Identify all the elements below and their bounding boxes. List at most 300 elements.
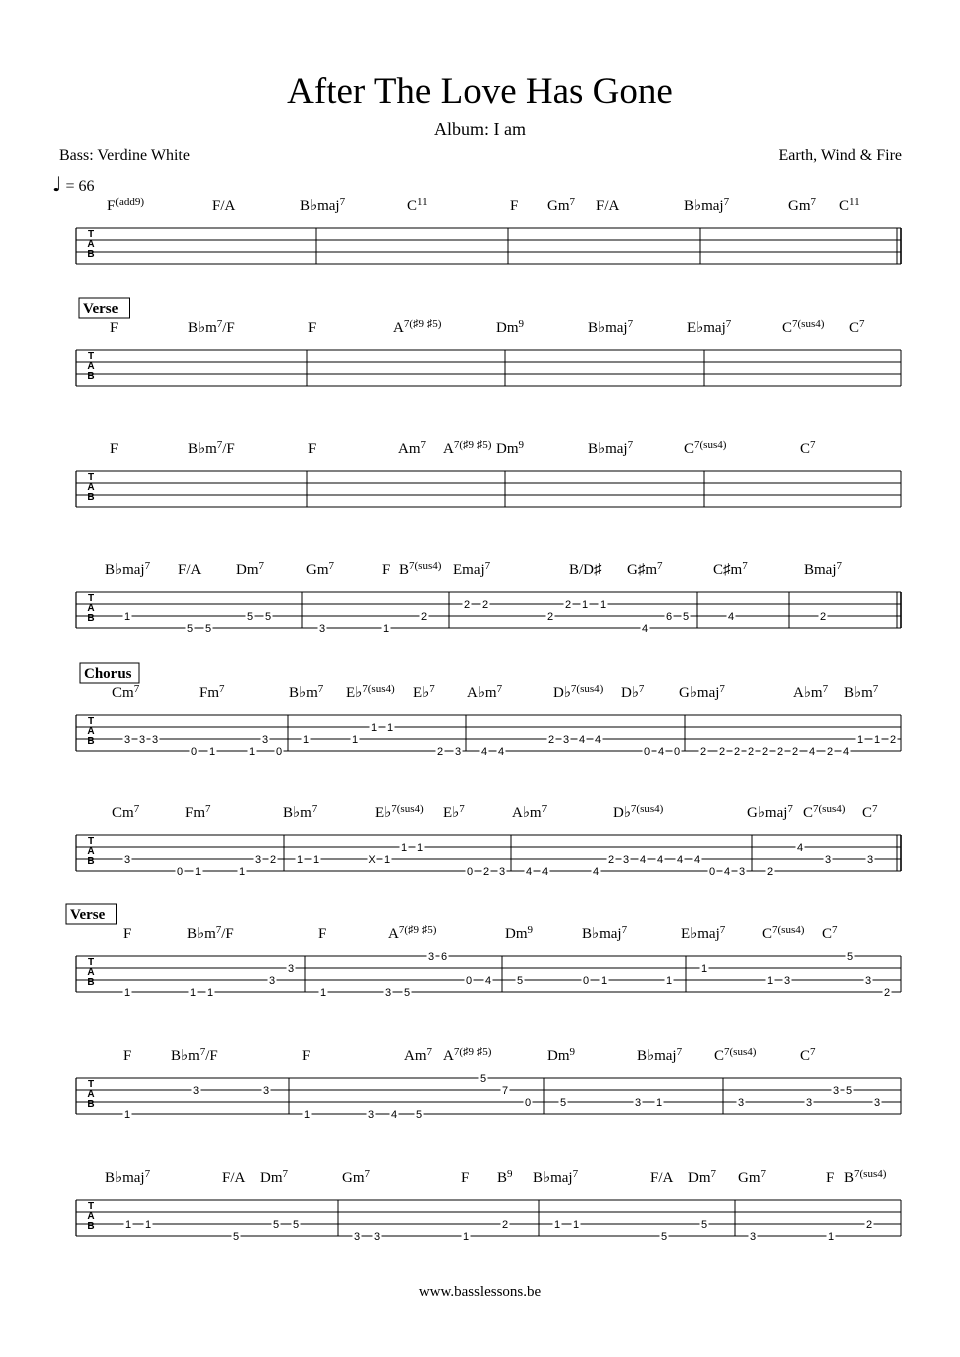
chord-extension: 7 bbox=[638, 683, 645, 695]
chord-extension: 7 bbox=[719, 683, 725, 695]
chord-root: F/A bbox=[650, 1170, 674, 1186]
chord-extension: 7 bbox=[872, 803, 878, 815]
fret-number: 1 bbox=[123, 987, 131, 999]
fret-number: 1 bbox=[206, 987, 214, 999]
fret-number: 5 bbox=[272, 1219, 280, 1231]
chord-root: Fm bbox=[199, 685, 220, 701]
fret-number: 2 bbox=[826, 746, 834, 758]
fret-number: 3 bbox=[427, 951, 435, 963]
chord-extension: 7 bbox=[429, 683, 435, 695]
tab-clef-letter: A bbox=[87, 603, 95, 614]
fret-number: 3 bbox=[454, 746, 462, 758]
fret-number: 4 bbox=[796, 842, 804, 854]
fret-number: 5 bbox=[232, 1231, 240, 1243]
fret-number: 1 bbox=[665, 975, 673, 987]
fret-number: 1 bbox=[599, 599, 607, 611]
chord-extension: 7(sus4) bbox=[772, 924, 805, 936]
fret-number: 5 bbox=[186, 623, 194, 635]
chord-root: A♭m bbox=[793, 685, 823, 701]
fret-number: 2 bbox=[436, 746, 444, 758]
fret-number: 0 bbox=[643, 746, 651, 758]
chord-symbol bbox=[236, 560, 265, 578]
chord-symbol bbox=[112, 803, 140, 821]
chord-extension: 7 bbox=[832, 924, 838, 936]
tab-system bbox=[76, 1046, 901, 1121]
chord-root: C bbox=[800, 1048, 811, 1064]
chord-root: A bbox=[393, 320, 404, 336]
fret-number: 2 bbox=[718, 746, 726, 758]
tab-clef-letter: A bbox=[87, 239, 95, 250]
fret-number: 4 bbox=[693, 854, 701, 866]
chord-symbol bbox=[800, 1046, 816, 1064]
fret-number: 1 bbox=[873, 734, 881, 746]
chord-extension: 7 bbox=[810, 196, 816, 208]
chord-extension: 7 bbox=[725, 318, 732, 330]
chord-symbol bbox=[222, 1170, 246, 1186]
chord-root: Dm bbox=[547, 1048, 570, 1064]
chord-symbol bbox=[688, 1168, 717, 1186]
fret-number: 3 bbox=[268, 975, 276, 987]
chord-extension: 11 bbox=[417, 196, 428, 208]
fret-number: 4 bbox=[497, 746, 505, 758]
tab-clef-letter: B bbox=[87, 1221, 95, 1232]
chord-extension: 7(sus4) bbox=[792, 318, 825, 330]
fret-number: 3 bbox=[824, 854, 832, 866]
quarter-note-icon: ♩ bbox=[52, 172, 62, 196]
chord-extension: (add9) bbox=[115, 196, 145, 208]
fret-number: 3 bbox=[254, 854, 262, 866]
fret-number: 0 bbox=[190, 746, 198, 758]
fret-number: 4 bbox=[723, 866, 731, 878]
chord-extension: 7 bbox=[133, 803, 140, 815]
chord-root: F bbox=[110, 320, 119, 336]
fret-number: 2 bbox=[766, 866, 774, 878]
tab-system bbox=[76, 439, 901, 507]
chord-extension: 7 bbox=[144, 560, 151, 572]
tab-clef-letter: T bbox=[87, 229, 95, 240]
tab-clef-letter: T bbox=[87, 351, 95, 362]
chord-extension: 7 bbox=[572, 1168, 579, 1180]
chord-extension: 7(sus4) bbox=[813, 803, 846, 815]
chord-extension: 7 bbox=[484, 560, 491, 572]
fret-number: 0 bbox=[673, 746, 681, 758]
chord-root: C bbox=[849, 320, 860, 336]
chord-symbol bbox=[588, 439, 634, 457]
chord-symbol bbox=[318, 926, 326, 942]
fret-number: 4 bbox=[594, 734, 602, 746]
fret-number: 2 bbox=[865, 1219, 873, 1231]
chord-root: Gm bbox=[547, 198, 570, 214]
chord-extension: 7 bbox=[426, 1046, 432, 1058]
chord-extension: 7 bbox=[144, 1168, 151, 1180]
chord-symbol bbox=[547, 196, 576, 214]
chord-extension: 7 bbox=[199, 1046, 206, 1058]
fret-number: 0 bbox=[582, 975, 590, 987]
chord-extension: 7 bbox=[719, 924, 726, 936]
chord-root: E♭maj bbox=[687, 320, 726, 336]
chord-root: Dm bbox=[688, 1170, 711, 1186]
chord-symbol bbox=[443, 803, 465, 821]
chord-symbol bbox=[105, 560, 151, 578]
chord-symbol bbox=[782, 318, 825, 336]
chord-root: C bbox=[800, 441, 811, 457]
chord-symbol bbox=[346, 683, 395, 701]
fret-number: 1 bbox=[123, 611, 131, 623]
fret-number: 2 bbox=[607, 854, 615, 866]
fret-number: 2 bbox=[546, 611, 554, 623]
chord-extension: 7 bbox=[836, 560, 842, 572]
chord-root: F bbox=[510, 198, 519, 214]
chord-root: F/A bbox=[222, 1170, 246, 1186]
fret-number: 5 bbox=[403, 987, 411, 999]
chord-symbol bbox=[714, 1046, 757, 1064]
chord-extension: 7 bbox=[541, 803, 548, 815]
fret-number: 0 bbox=[176, 866, 184, 878]
fret-number: 1 bbox=[856, 734, 864, 746]
chord-symbol bbox=[212, 198, 236, 214]
chord-symbol bbox=[684, 196, 730, 214]
tempo-value: = 66 bbox=[65, 178, 95, 195]
chord-root: F bbox=[302, 1048, 311, 1064]
chord-root: Dm bbox=[236, 562, 259, 578]
chord-root: F bbox=[826, 1170, 835, 1186]
fret-number: 4 bbox=[656, 854, 664, 866]
chord-symbol bbox=[467, 683, 503, 701]
fret-number: 1 bbox=[144, 1219, 152, 1231]
chord-bass-note: /F bbox=[221, 926, 234, 942]
tab-system bbox=[76, 803, 901, 878]
chord-root: B♭m bbox=[188, 441, 217, 457]
chord-symbol bbox=[185, 803, 211, 821]
chord-root: Gm bbox=[306, 562, 329, 578]
chord-symbol bbox=[443, 439, 492, 457]
fret-number: 3 bbox=[367, 1109, 375, 1121]
fret-number: 4 bbox=[390, 1109, 398, 1121]
fret-number: 4 bbox=[676, 854, 684, 866]
chord-root: B bbox=[497, 1170, 508, 1186]
chord-extension: 7 bbox=[627, 439, 634, 451]
tab-clef-letter: T bbox=[87, 716, 95, 727]
fret-number: 4 bbox=[641, 623, 649, 635]
chord-extension: 7 bbox=[627, 318, 634, 330]
chord-root: B♭maj bbox=[533, 1170, 573, 1186]
chord-extension: 7 bbox=[216, 439, 223, 451]
chord-extension: 7 bbox=[742, 560, 748, 572]
chord-root: B/D♯ bbox=[569, 562, 602, 578]
chord-symbol bbox=[112, 683, 140, 701]
fret-number: 2 bbox=[481, 599, 489, 611]
chord-symbol bbox=[260, 1168, 289, 1186]
fret-number: 1 bbox=[123, 1109, 131, 1121]
chord-root: E♭ bbox=[443, 805, 460, 821]
fret-number: 1 bbox=[302, 734, 310, 746]
chord-symbol bbox=[375, 803, 424, 821]
fret-number: 2 bbox=[791, 746, 799, 758]
tab-clef-letter: T bbox=[87, 593, 95, 604]
fret-number: 5 bbox=[204, 623, 212, 635]
artist-credit: Earth, Wind & Fire bbox=[778, 147, 902, 164]
chord-bass-note: /F bbox=[222, 441, 235, 457]
chord-symbol bbox=[512, 803, 548, 821]
chord-extension: 7 bbox=[317, 683, 324, 695]
chord-root: B♭m bbox=[188, 320, 217, 336]
chord-symbol bbox=[627, 560, 663, 578]
tab-system bbox=[76, 298, 901, 386]
chord-symbol bbox=[588, 318, 634, 336]
chord-symbol bbox=[788, 196, 817, 214]
tab-clef-letter: T bbox=[87, 957, 95, 968]
chord-root: E♭ bbox=[375, 805, 392, 821]
chord-symbol bbox=[453, 560, 491, 578]
chord-root: E♭maj bbox=[681, 926, 720, 942]
tab-system bbox=[76, 560, 901, 635]
chord-extension: 7 bbox=[822, 683, 829, 695]
chord-extension: 7(sus4) bbox=[391, 803, 424, 815]
chord-symbol bbox=[505, 924, 534, 942]
chord-root: F bbox=[123, 926, 132, 942]
chord-bass-note: /F bbox=[205, 1048, 218, 1064]
chord-root: B♭maj bbox=[684, 198, 724, 214]
chord-symbol bbox=[621, 683, 645, 701]
fret-number: 0 bbox=[524, 1097, 532, 1109]
fret-number: 3 bbox=[873, 1097, 881, 1109]
fret-number: 3 bbox=[123, 734, 131, 746]
chord-root: Gm bbox=[738, 1170, 761, 1186]
chord-symbol bbox=[110, 320, 118, 336]
fret-number: 5 bbox=[682, 611, 690, 623]
fret-number: 5 bbox=[479, 1073, 487, 1085]
fret-number: 5 bbox=[264, 611, 272, 623]
fret-number: 1 bbox=[319, 987, 327, 999]
fret-number: 2 bbox=[733, 746, 741, 758]
fret-number: 2 bbox=[889, 734, 897, 746]
album-subtitle: Album: I am bbox=[434, 119, 526, 139]
fret-number: X bbox=[368, 854, 376, 866]
tab-clef-letter: A bbox=[87, 967, 95, 978]
chord-symbol bbox=[188, 318, 235, 336]
section-label: Verse bbox=[83, 301, 119, 317]
chord-root: B♭m bbox=[844, 685, 873, 701]
tab-system bbox=[66, 904, 901, 999]
chord-symbol bbox=[839, 196, 860, 214]
chord-symbol bbox=[283, 803, 318, 821]
chord-root: Am bbox=[404, 1048, 427, 1064]
chord-root: A bbox=[443, 1048, 454, 1064]
chord-extension: 7 bbox=[282, 1168, 288, 1180]
chord-symbol bbox=[393, 318, 442, 336]
chord-extension: 7 bbox=[710, 1168, 716, 1180]
chord-symbol bbox=[553, 683, 604, 701]
chord-symbol bbox=[582, 924, 628, 942]
chord-extension: 7 bbox=[339, 196, 346, 208]
chord-symbol bbox=[803, 803, 846, 821]
chord-extension: 7 bbox=[133, 683, 140, 695]
fret-number: 4 bbox=[842, 746, 850, 758]
chord-extension: 11 bbox=[849, 196, 860, 208]
fret-number: 1 bbox=[194, 866, 202, 878]
fret-number: 2 bbox=[776, 746, 784, 758]
chord-bass-note: /F bbox=[222, 320, 235, 336]
chord-root: B bbox=[399, 562, 410, 578]
chord-symbol bbox=[547, 1046, 576, 1064]
tab-clef-letter: A bbox=[87, 726, 95, 737]
fret-number: 1 bbox=[248, 746, 256, 758]
chord-root: D♭ bbox=[553, 685, 571, 701]
tab-clef-letter: B bbox=[87, 736, 95, 747]
chord-symbol bbox=[461, 1170, 469, 1186]
chord-symbol bbox=[681, 924, 726, 942]
fret-number: 2 bbox=[482, 866, 490, 878]
fret-number: 3 bbox=[192, 1085, 200, 1097]
chord-root: C bbox=[782, 320, 793, 336]
chord-root: Am bbox=[398, 441, 421, 457]
chord-root: B♭m bbox=[289, 685, 318, 701]
fret-number: 1 bbox=[766, 975, 774, 987]
tab-clef-letter: B bbox=[87, 249, 95, 260]
fret-number: 1 bbox=[600, 975, 608, 987]
fret-number: 5 bbox=[660, 1231, 668, 1243]
tab-system bbox=[76, 1168, 901, 1243]
chord-root: Cm bbox=[112, 805, 134, 821]
fret-number: 3 bbox=[261, 734, 269, 746]
chord-root: F bbox=[107, 198, 116, 214]
chord-extension: 7 bbox=[205, 803, 211, 815]
chord-root: G♭maj bbox=[679, 685, 720, 701]
tab-clef-letter: B bbox=[87, 613, 95, 624]
fret-number: 3 bbox=[287, 963, 295, 975]
chord-root: B♭maj bbox=[582, 926, 622, 942]
chord-symbol bbox=[407, 196, 428, 214]
fret-number: 3 bbox=[123, 854, 131, 866]
chord-root: Fm bbox=[185, 805, 206, 821]
chord-extension: 7 bbox=[496, 683, 503, 695]
fret-number: 1 bbox=[572, 1219, 580, 1231]
chord-symbol bbox=[399, 560, 442, 578]
chord-root: E♭ bbox=[346, 685, 363, 701]
tab-clef-letter: B bbox=[87, 371, 95, 382]
chord-extension: 9 bbox=[518, 318, 524, 330]
chord-extension: 9 bbox=[518, 439, 524, 451]
chord-symbol bbox=[382, 562, 390, 578]
section-label: Verse bbox=[70, 907, 106, 923]
chord-root: F/A bbox=[596, 198, 620, 214]
fret-number: 2 bbox=[463, 599, 471, 611]
fret-number: 2 bbox=[883, 987, 891, 999]
chord-symbol bbox=[123, 926, 131, 942]
chord-extension: 7 bbox=[810, 1046, 816, 1058]
fret-number: 3 bbox=[866, 854, 874, 866]
chord-symbol bbox=[637, 1046, 683, 1064]
chord-root: C bbox=[762, 926, 773, 942]
fret-number: 3 bbox=[864, 975, 872, 987]
chord-symbol bbox=[306, 560, 335, 578]
fret-number: 4 bbox=[578, 734, 586, 746]
chord-root: G♯m bbox=[627, 562, 657, 578]
fret-number: 3 bbox=[622, 854, 630, 866]
chord-root: Dm bbox=[496, 320, 519, 336]
chord-root: Gm bbox=[788, 198, 811, 214]
chord-root: C bbox=[822, 926, 833, 942]
chord-symbol bbox=[650, 1170, 674, 1186]
chord-symbol bbox=[596, 198, 620, 214]
chord-extension: 7(sus4) bbox=[630, 803, 664, 815]
fret-number: 6 bbox=[440, 951, 448, 963]
fret-number: 4 bbox=[657, 746, 665, 758]
fret-number: 4 bbox=[639, 854, 647, 866]
fret-number: 1 bbox=[827, 1231, 835, 1243]
chord-root: B♭maj bbox=[588, 320, 628, 336]
chord-symbol bbox=[308, 441, 316, 457]
fret-number: 2 bbox=[269, 854, 277, 866]
chord-root: A♭m bbox=[512, 805, 542, 821]
chord-symbol bbox=[738, 1168, 767, 1186]
fret-number: 3 bbox=[738, 866, 746, 878]
tab-clef-letter: A bbox=[87, 1211, 95, 1222]
chord-symbol bbox=[105, 1168, 151, 1186]
chord-symbol bbox=[793, 683, 829, 701]
fret-number: 3 bbox=[353, 1231, 361, 1243]
fret-number: 2 bbox=[501, 1219, 509, 1231]
chord-extension: 7(♯9 ♯5) bbox=[453, 439, 492, 451]
chord-extension: 7 bbox=[569, 196, 575, 208]
chord-symbol bbox=[747, 803, 793, 821]
fret-number: 5 bbox=[845, 1085, 853, 1097]
chord-root: A bbox=[443, 441, 454, 457]
chord-extension: 7 bbox=[760, 1168, 766, 1180]
fret-number: 4 bbox=[484, 975, 492, 987]
chord-extension: 7 bbox=[787, 803, 793, 815]
chord-symbol bbox=[822, 924, 838, 942]
chord-root: Gm bbox=[342, 1170, 365, 1186]
chord-root: Cm bbox=[112, 685, 134, 701]
fret-number: 1 bbox=[386, 722, 394, 734]
fret-number: 0 bbox=[275, 746, 283, 758]
fret-number: 5 bbox=[246, 611, 254, 623]
chord-extension: 7 bbox=[216, 318, 223, 330]
chord-root: F bbox=[318, 926, 327, 942]
fret-number: 3 bbox=[384, 987, 392, 999]
chord-extension: 7(♯9 ♯5) bbox=[403, 318, 442, 330]
fret-number: 1 bbox=[382, 623, 390, 635]
chord-extension: 7 bbox=[215, 924, 222, 936]
chord-symbol bbox=[300, 196, 346, 214]
fret-number: 0 bbox=[465, 975, 473, 987]
fret-number: 5 bbox=[292, 1219, 300, 1231]
fret-number: 4 bbox=[592, 866, 600, 878]
chord-root: F bbox=[308, 441, 317, 457]
fret-number: 4 bbox=[480, 746, 488, 758]
chord-symbol bbox=[107, 196, 144, 214]
fret-number: 3 bbox=[562, 734, 570, 746]
fret-number: 0 bbox=[466, 866, 474, 878]
chord-root: Dm bbox=[260, 1170, 283, 1186]
fret-number: 1 bbox=[296, 854, 304, 866]
fret-number: 5 bbox=[415, 1109, 423, 1121]
chord-symbol bbox=[496, 439, 525, 457]
chord-root: Bmaj bbox=[804, 562, 837, 578]
song-title: After The Love Has Gone bbox=[287, 71, 673, 112]
chord-symbol bbox=[404, 1046, 433, 1064]
chord-extension: 7 bbox=[219, 683, 225, 695]
fret-number: 1 bbox=[303, 1109, 311, 1121]
tab-clef-letter: B bbox=[87, 856, 95, 867]
chord-root: Emaj bbox=[453, 562, 485, 578]
tab-clef-letter: T bbox=[87, 1079, 95, 1090]
chord-root: Dm bbox=[505, 926, 528, 942]
chord-root: F bbox=[308, 320, 317, 336]
tab-clef-letter: A bbox=[87, 1089, 95, 1100]
chord-root: F bbox=[110, 441, 119, 457]
